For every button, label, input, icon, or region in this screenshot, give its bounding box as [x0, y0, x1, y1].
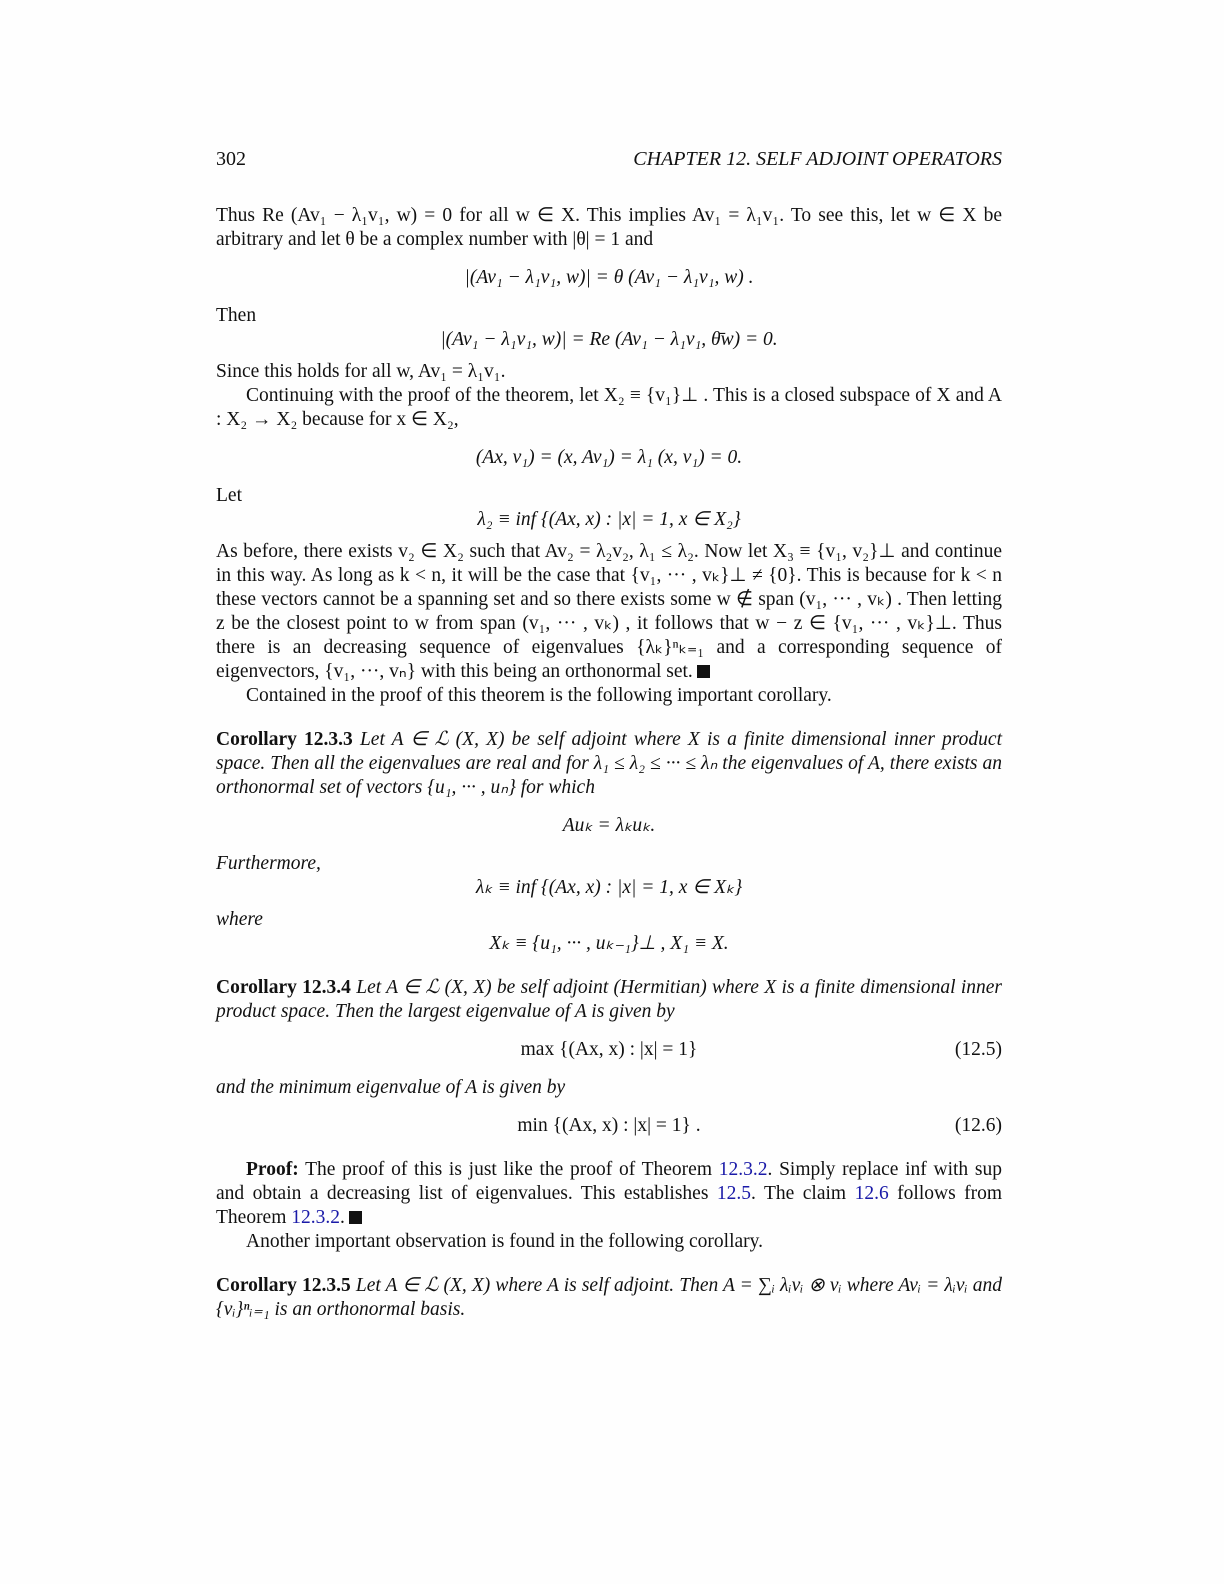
corollary-12-3-3 — [216, 728, 1002, 800]
equation-2: |(Av₁ − λ₁v₁, w)| = Re (Av₁ − λ₁v₁, θ̄w) = 0. — [440, 329, 778, 350]
proof-text-4: follows from Theorem — [216, 1183, 1003, 1228]
running-head: CHAPTER 12. SELF ADJOINT OPERATORS — [633, 148, 1002, 170]
paragraph-6: Another important observation is found in the following corollary. — [246, 1231, 764, 1252]
equation-4: λ₂ ≡ inf {(Ax, x) : |x| = 1, x ∈ X₂} — [477, 509, 741, 530]
corollary-12-3-3-text: Let A ∈ ℒ (X, X) be self adjoint where X is a finite dimensional inner product space. Then all the eigenvalues are real and for λ₁ ≤ λ₂ ≤ ··· ≤ λₙ the eigenvalues of A, there exists an orthonormal set of vectors {u₁, ··· , uₙ} for which — [216, 729, 1002, 798]
paragraph-3: Continuing with the proof of the theorem, let X₂ ≡ {v₁}⊥ . This is a closed subspace of X and A : X₂ → X₂ because for x ∈ X₂, — [216, 385, 1002, 430]
equation-12-6: min {(Ax, x) : |x| = 1} . — [517, 1115, 701, 1136]
furthermore-text: Furthermore, — [216, 853, 321, 874]
corollary-12-3-5-label: Corollary 12.3.5 — [216, 1275, 351, 1296]
page-body — [216, 204, 1002, 1322]
equation-6: λₖ ≡ inf {(Ax, x) : |x| = 1, x ∈ Xₖ} — [475, 877, 743, 898]
paragraph-4-text: As before, there exists v₂ ∈ X₂ such that Av₂ = λ₂v₂, λ₁ ≤ λ₂. Now let X₃ ≡ {v₁, v₂}⊥ and continue in this way. As long as k < n, it will be the case that {v₁, ··· , vₖ}⊥ ≠ {0}. This is because for k < n these vectors cannot be a spanning set and so there exists some w ∉ span (v₁, ··· , vₖ) . Then letting z be the closest point to w from span (v₁, ··· , vₖ) , it follows that w − z ∈ {v₁, ··· , vₖ}⊥. Thus there is an decreasing sequence of eigenvalues {λₖ}ⁿₖ₌₁ and a corresponding sequence of eigenvectors, {v₁, ···, vₙ} with this being an orthonormal set. — [216, 541, 1002, 682]
minimum-eigenvalue-text: and the minimum eigenvalue of A is given by — [216, 1077, 566, 1098]
corollary-12-3-4-text: Let A ∈ ℒ (X, X) be self adjoint (Hermitian) where X is a finite dimensional inner product space. Then the largest eigenvalue of A is given by — [216, 977, 1002, 1022]
page-header — [216, 148, 1002, 174]
proof-text-5: . — [340, 1207, 345, 1228]
corollary-12-3-4 — [216, 976, 1002, 1024]
proof-label: Proof: — [246, 1159, 299, 1180]
equation-12-6-row — [216, 1114, 1002, 1138]
equation-12-6-number: (12.6) — [954, 1115, 1002, 1136]
paragraph-5: Contained in the proof of this theorem is the following important corollary. — [246, 685, 832, 706]
proof-text-2: . Simply replace inf with sup and obtain a decreasing list of eigenvalues. This establishes — [216, 1159, 1002, 1204]
equation-12-6-link[interactable]: 12.6 — [854, 1183, 889, 1204]
then-text: Then — [216, 305, 257, 326]
paragraph-2: Since this holds for all w, Av₁ = λ₁v₁. — [216, 361, 506, 382]
paragraph-1: Thus Re (Av₁ − λ₁v₁, w) = 0 for all w ∈ X. This implies Av₁ = λ₁v₁. To see this, let w ∈ X be arbitrary and let θ be a complex number with |θ| = 1 and — [216, 205, 1002, 250]
equation-7: Xₖ ≡ {u₁, ··· , uₖ₋₁}⊥ , X₁ ≡ X. — [489, 933, 729, 954]
equation-5: Auₖ = λₖuₖ. — [562, 815, 656, 836]
equation-12-5-row — [216, 1038, 1002, 1062]
equation-12-5-number: (12.5) — [954, 1039, 1002, 1060]
qed-square-icon — [349, 1211, 362, 1224]
theorem-12-3-2-link[interactable]: 12.3.2 — [718, 1159, 768, 1180]
page-number: 302 — [216, 148, 246, 170]
theorem-12-3-2-link-2[interactable]: 12.3.2 — [291, 1207, 341, 1228]
corollary-12-3-5 — [216, 1274, 1002, 1322]
paragraph-4 — [216, 540, 1002, 684]
proof-paragraph — [216, 1158, 1002, 1230]
qed-square-icon — [697, 665, 710, 678]
equation-3: (Ax, v₁) = (x, Av₁) = λ₁ (x, v₁) = 0. — [475, 447, 743, 468]
corollary-12-3-5-text: Let A ∈ ℒ (X, X) where A is self adjoint. Then A = ∑ᵢ λᵢvᵢ ⊗ vᵢ where Avᵢ = λᵢvᵢ and {vᵢ}ⁿᵢ₌₁ is an orthonormal basis. — [216, 1275, 1002, 1320]
proof-text-1: The proof of this is just like the proof of Theorem — [305, 1159, 712, 1180]
equation-12-5-link[interactable]: 12.5 — [716, 1183, 752, 1204]
where-text: where — [216, 909, 263, 930]
corollary-12-3-3-label: Corollary 12.3.3 — [216, 729, 353, 750]
let-text: Let — [216, 485, 242, 506]
equation-1: |(Av₁ − λ₁v₁, w)| = θ (Av₁ − λ₁v₁, w) . — [464, 267, 754, 288]
corollary-12-3-4-label: Corollary 12.3.4 — [216, 977, 351, 998]
proof-text-3: . The claim — [751, 1183, 847, 1204]
equation-12-5: max {(Ax, x) : |x| = 1} — [520, 1039, 698, 1060]
